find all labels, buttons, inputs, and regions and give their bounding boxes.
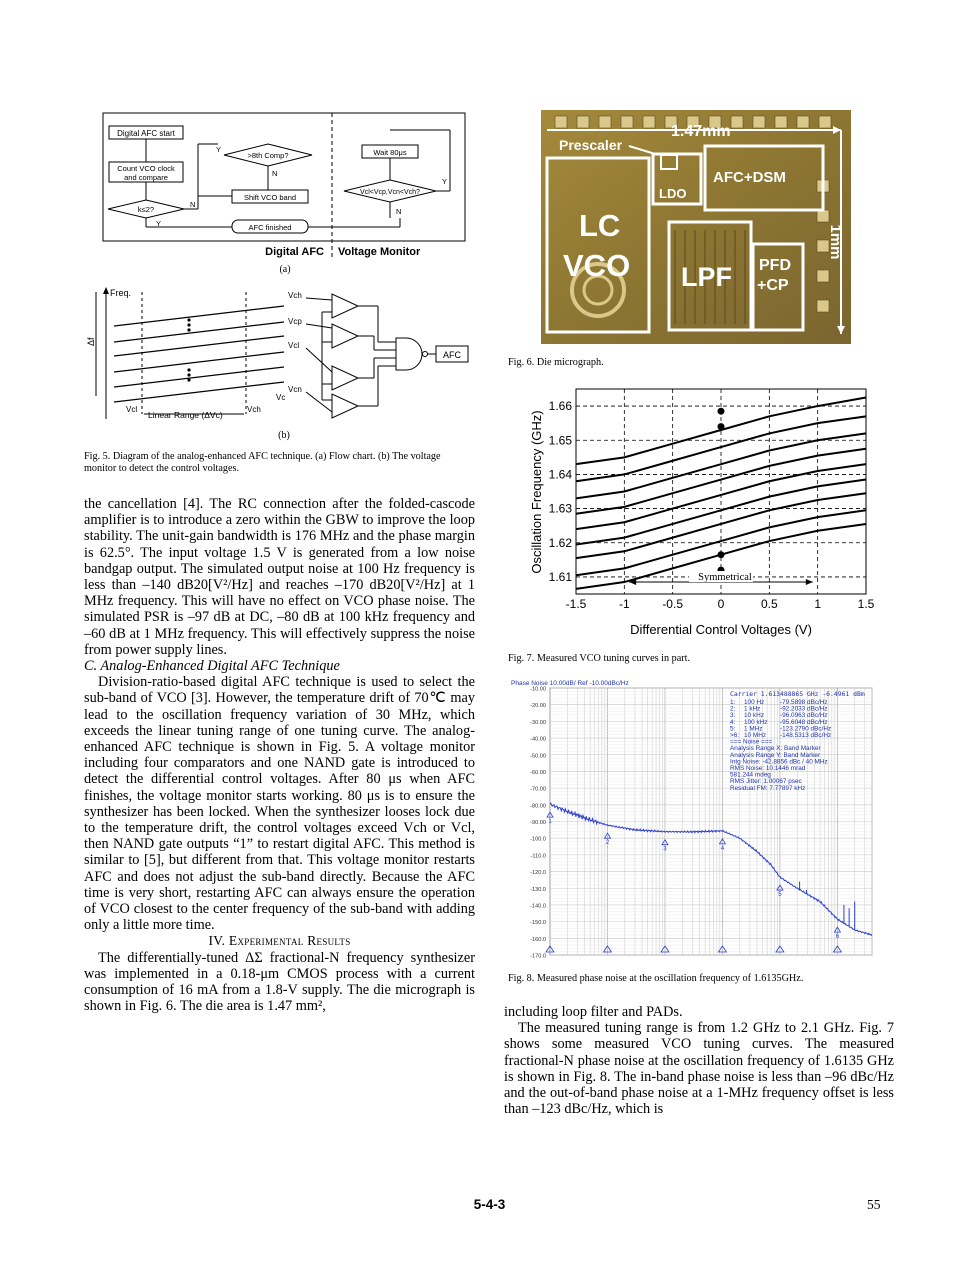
left-para-3: The differentially-tuned ΔΣ fractional-N frequency synthesizer was implemented in a 0.18-μm CMOS process with a current consumption of 16 mA from a 1.8-V supply. The die micrograph is shown in Fig. 6. The die area is 1.47 mm², — [84, 949, 475, 1015]
fig5b-vch-axis: Vch — [247, 405, 261, 414]
fig7-annotation: Symmetrical — [698, 572, 752, 584]
fig8-ytick: -80.00 — [530, 803, 546, 810]
fig8-marker-label: 6 — [835, 934, 840, 941]
fig8-analysis-row: 581.244 mdeg — [730, 771, 771, 779]
fig8-marker-offset: 100 kHz — [744, 718, 768, 726]
fig7-xtick: -1.5 — [565, 597, 587, 611]
flow-compare-label: and compare — [124, 173, 168, 182]
flow-start-label: Digital AFC start — [117, 129, 175, 138]
fig7-xtick: 1.5 — [857, 597, 875, 611]
fig8-ytick: -40.00 — [530, 736, 546, 743]
fig8-analysis-row: Analysis Range Y: Band Marker — [730, 751, 821, 759]
flow-shift-label: Shift VCO band — [243, 193, 297, 202]
fig8-marker-label: 3 — [663, 846, 667, 853]
fig7-ytick: 1.64 — [548, 467, 572, 482]
footer-code: 5-4-3 — [473, 1197, 506, 1212]
fig8-title: Phase Noise 10.00dB/ Ref -10.00dBc/Hz — [511, 680, 629, 687]
fig6-lc: LC — [579, 208, 621, 243]
fig6-width-label: 1.47mm — [671, 123, 731, 140]
fig7-dot — [718, 423, 725, 430]
fig7-ytick: 1.62 — [548, 535, 572, 550]
fig6-pfd: PFD — [759, 257, 791, 274]
fig8-marker-value: -92.2033 dBc/Hz — [780, 705, 828, 713]
fig6-die-micrograph — [541, 110, 851, 344]
fig8-marker-offset: 1 kHz — [744, 705, 761, 713]
fig8-ytick: -20.00 — [530, 703, 546, 710]
fig6-ldo: LDO — [659, 186, 687, 201]
fig8-ytick: -10.00 — [530, 686, 546, 693]
fig5b-range: Linear Range (ΔVc) — [148, 410, 223, 420]
fig7-xlabel: Differential Control Voltages (V) — [630, 622, 812, 637]
fig8-ytick: -90.00 — [530, 820, 546, 826]
flow-finished-label: AFC finished — [248, 223, 292, 232]
fig6-lpf: LPF — [681, 262, 732, 292]
fig5b-afc: AFC — [443, 350, 461, 360]
fig7-tuning-chart — [524, 385, 884, 640]
fig8-ytick: -170.0 — [530, 953, 546, 960]
fig8-phase-noise-chart — [508, 677, 875, 961]
flow-volt-no: N — [396, 207, 402, 216]
fig6-height-label: 1mm — [827, 224, 844, 260]
fig5b-vc: Vc — [276, 393, 286, 402]
fig5b-delta-f: Δf — [86, 337, 96, 346]
fig8-ytick: -140.0 — [530, 903, 546, 910]
fig8-analysis-row: RMS Jitter: 1.00067 psec — [730, 778, 802, 786]
fig5b-vcp: Vcp — [288, 317, 302, 326]
fig7-ytick: 1.63 — [548, 501, 572, 516]
page-number: 55 — [867, 1197, 881, 1212]
flow-comp-no: N — [272, 169, 278, 178]
left-para-2: Division-ratio-based digital AFC technique is used to select the sub-band of VCO [3]. However, the temperature drift of 70℃ may lead to the oscillation frequency variation of 30 MHz, which exceeds the linear tuning range of one tuning curve. The analog-enhanced AFC technique is shown in Fig. 5. A voltage monitor including four comparators and one NAND gate is introduced to detect the differential control voltages. After 80 μs when AFC finishes, the voltage monitor starts working. 80 μs is to ensure the synthesizer has been locked. When the synthesizer looses lock due to the temperature drift, the control voltages exceed Vch or Vcl, then NAND gate outputs “1” to restart digital AFC. This method is similar to [5], but different from that. This voltage monitor restarts AFC and does not adjust the sub-band directly. Because the AFC time is very short, restarting AFC can always ensure the operation of VCO closest to the center frequency of the sub-band with adding only a little more time. — [84, 674, 475, 934]
fig8-ytick: -70.00 — [530, 786, 546, 793]
fig8-analysis-row: RMS Noise: 10.1446 mrad — [730, 765, 806, 772]
fig6-cp: +CP — [757, 277, 789, 294]
fig6-vco: VCO — [563, 248, 631, 283]
fig7-xtick: 1 — [814, 597, 822, 611]
fig7-xtick: 0 — [717, 597, 725, 611]
fig7-ylabel: Oscillation Frequency (GHz) — [529, 410, 544, 574]
fig8-marker-value: -79.5898 dBc/Hz — [780, 699, 828, 706]
fig6-afc-dsm: AFC+DSM — [713, 169, 786, 186]
flow-wait-label: Wait 80μs — [373, 148, 407, 157]
fig8-carrier: Carrier 1.613488865 GHz -6.4961 dBm — [730, 690, 865, 698]
fig7-xtick: -1 — [618, 597, 630, 611]
fig5a-right-title: Voltage Monitor — [338, 246, 421, 258]
right-para-1: including loop filter and PADs. — [504, 1004, 683, 1020]
fig5b-vcl-axis: Vcl — [126, 405, 138, 414]
fig7-xtick: -0.5 — [662, 597, 684, 611]
fig8-marker-offset: 10 kHz — [744, 712, 764, 720]
fig8-marker-row: 4: — [730, 718, 736, 726]
fig8-ytick: -50.00 — [530, 753, 546, 760]
fig6-caption: Fig. 6. Die micrograph. — [508, 357, 604, 368]
fig5b-vcl: Vcl — [288, 341, 300, 350]
fig8-marker-row: 3: — [730, 712, 736, 720]
fig8-ytick: -100.0 — [530, 836, 546, 843]
flow-k-yes: Y — [156, 219, 162, 228]
flow-k-no: N — [190, 200, 196, 209]
fig6-prescaler: Prescaler — [559, 137, 623, 153]
flow-count-label: Count VCO clock — [117, 164, 175, 173]
flow-k-cond: k≤2? — [137, 205, 155, 214]
fig7-ytick: 1.66 — [548, 399, 572, 414]
fig8-marker-label: 5 — [778, 892, 782, 899]
flow-comp-cond: >8th Comp? — [247, 151, 289, 160]
fig8-ytick: -160.0 — [530, 936, 546, 943]
section-heading: IV. Experimental Results — [208, 933, 351, 949]
fig8-marker-label: 4 — [720, 845, 725, 852]
fig8-ytick: -150.0 — [530, 920, 546, 927]
fig8-marker-offset: 100 Hz — [744, 699, 765, 706]
left-column-text — [84, 496, 475, 1015]
fig8-marker-label: 2 — [605, 840, 610, 847]
right-column-text — [504, 1004, 894, 1117]
fig5b-freq-label: Freq. — [110, 288, 132, 298]
fig5a-flowchart — [100, 110, 470, 280]
fig8-ytick: -120.0 — [530, 870, 546, 877]
fig8-analysis-row: Analysis Range X: Band Marker — [730, 745, 821, 753]
fig7-dot — [718, 551, 725, 558]
fig5b-monitor — [84, 284, 476, 444]
fig8-analysis-row: Residual FM: 7.77897 kHz — [730, 784, 806, 792]
left-para-1: the cancellation [4]. The RC connection after the folded-cascode amplifier is to introduce a zero within the GBW to improve the loop stability. The unit-gain bandwidth is 176 MHz and the phase margin is 62.5°. The input voltage 1.5 V is generated from a low noise bandgap output. The simulated output noise at 100 Hz frequency is less than –140 dB20[V²/Hz] and reaches –170 dB20[V²/Hz] at 1 MHz frequency. This will have no effect on VCO phase noise. The simulated PSR is –97 dB at DC, –80 dB at 100 kHz frequency and –60 dB at 1 MHz frequency. This will effectively suppress the noise from power supply lines. — [84, 496, 475, 658]
fig5a-sublabel: (a) — [279, 264, 291, 275]
fig8-analysis-row: Intg Noise: -42.8856 dBc / 40 MHz — [730, 758, 828, 766]
fig8-marker-offset: 1 MHz — [744, 725, 763, 733]
fig8-analysis-row: === Noise === — [730, 738, 773, 746]
fig8-ytick: -130.0 — [530, 886, 546, 893]
fig5b-vcn: Vcn — [288, 385, 302, 394]
fig7-dot — [718, 408, 725, 415]
fig8-marker-label: 1 — [548, 819, 552, 826]
fig5b-vch: Vch — [288, 291, 302, 300]
fig5b-sublabel: (b) — [278, 430, 290, 441]
fig7-caption: Fig. 7. Measured VCO tuning curves in part. — [508, 653, 691, 664]
fig8-marker-row: >6: — [730, 732, 740, 739]
fig8-marker-value: -148.5313 dBc/Hz — [780, 732, 832, 739]
fig5-caption: Fig. 5. Diagram of the analog-enhanced AFC technique. (a) Flow chart. (b) The voltage monitor to detect the control voltages. — [84, 451, 441, 474]
fig8-marker-row: 5: — [730, 725, 736, 733]
subsection-heading: C. Analog-Enhanced Digital AFC Technique — [84, 658, 340, 675]
fig8-ytick: -110.0 — [530, 853, 546, 860]
fig7-xtick: 0.5 — [760, 597, 778, 611]
fig8-ytick: -30.00 — [530, 719, 546, 726]
flow-volt-yes: Y — [442, 177, 448, 186]
flow-comp-yes: Y — [216, 145, 222, 154]
fig5a-left-title: Digital AFC — [265, 246, 324, 258]
fig8-marker-row: 1: — [730, 699, 736, 706]
fig8-marker-row: 2: — [730, 705, 736, 713]
fig7-ytick: 1.61 — [548, 569, 572, 584]
fig8-marker-value: -123.2790 dBc/Hz — [780, 725, 832, 733]
right-para-2: The measured tuning range is from 1.2 GHz to 2.1 GHz. Fig. 7 shows some measured VCO tuning curves. The measured fractional-N phase noise at the oscillation frequency of 1.6135 GHz is shown in Fig. 8. The in-band phase noise is less than –96 dBc/Hz and the out-of-band phase noise at a 1-MHz frequency offset is less than –123 dBc/Hz, which is — [504, 1020, 894, 1118]
fig8-marker-value: -96.0963 dBc/Hz — [780, 712, 828, 720]
fig8-caption: Fig. 8. Measured phase noise at the oscillation frequency of 1.6135GHz. — [508, 973, 804, 984]
fig8-ytick: -60.00 — [530, 769, 546, 776]
fig8-marker-value: -95.6048 dBc/Hz — [780, 718, 828, 726]
fig8-marker-offset: 10 MHz — [744, 732, 767, 739]
flow-volt-cond: Vcl<Vcp,Vcn<Vch? — [360, 189, 420, 196]
fig7-ytick: 1.65 — [548, 433, 572, 448]
